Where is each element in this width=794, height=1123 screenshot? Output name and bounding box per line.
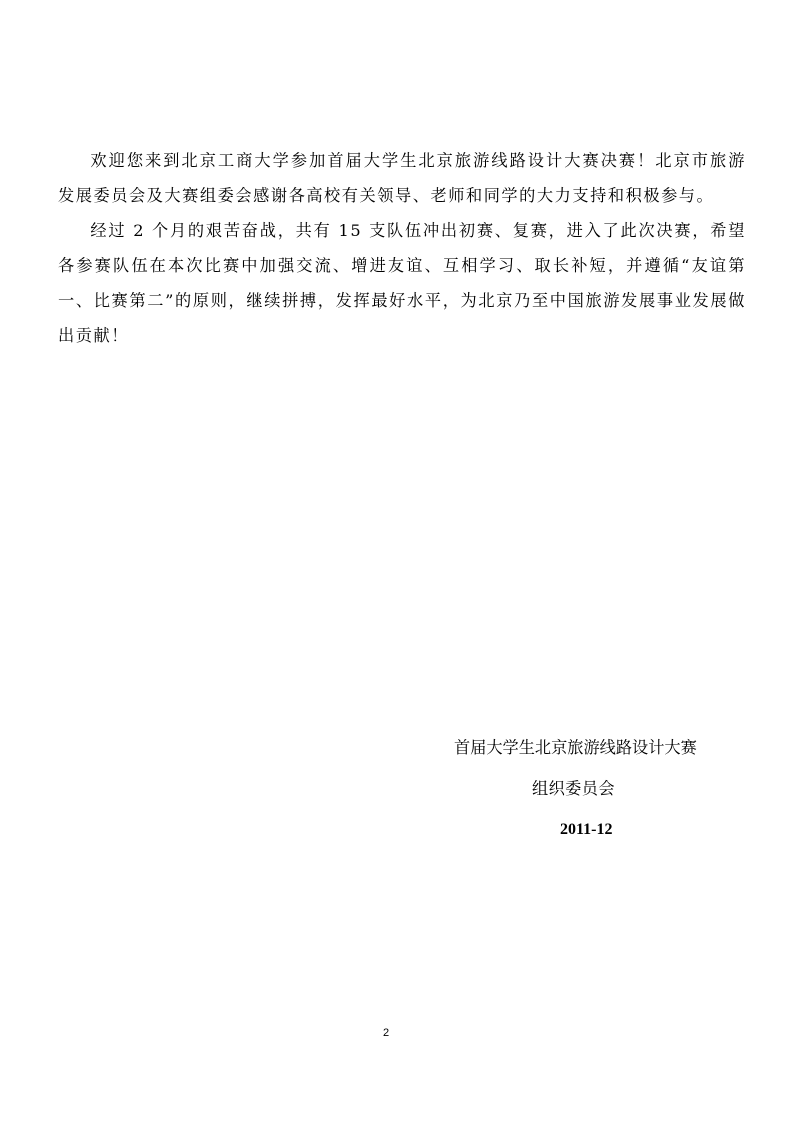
letter-body xyxy=(58,143,746,353)
signature-organization: 首届大学生北京旅游线路设计大赛 xyxy=(454,738,697,757)
signature-committee: 组织委员会 xyxy=(532,779,615,798)
page-number: 2 xyxy=(382,1027,390,1039)
welcome-paragraph: 欢迎您来到北京工商大学参加首届大学生北京旅游线路设计大赛决赛！北京市旅游发展委员会及大赛组委会感谢各高校有关领导、老师和同学的大力支持和积极参与。 xyxy=(58,151,746,205)
signature-date: 2011-12 xyxy=(560,821,613,838)
signature-block xyxy=(430,727,750,850)
competition-paragraph: 经过 2 个月的艰苦奋战，共有 15 支队伍冲出初赛、复赛，进入了此次决赛，希望各参赛队伍在本次比赛中加强交流、增进友谊、互相学习、取长补短，并遵循“友谊第一、比赛第二”的原则，继续拼搏，发挥最好水平，为北京乃至中国旅游发展事业发展做出贡献！ xyxy=(58,221,746,345)
